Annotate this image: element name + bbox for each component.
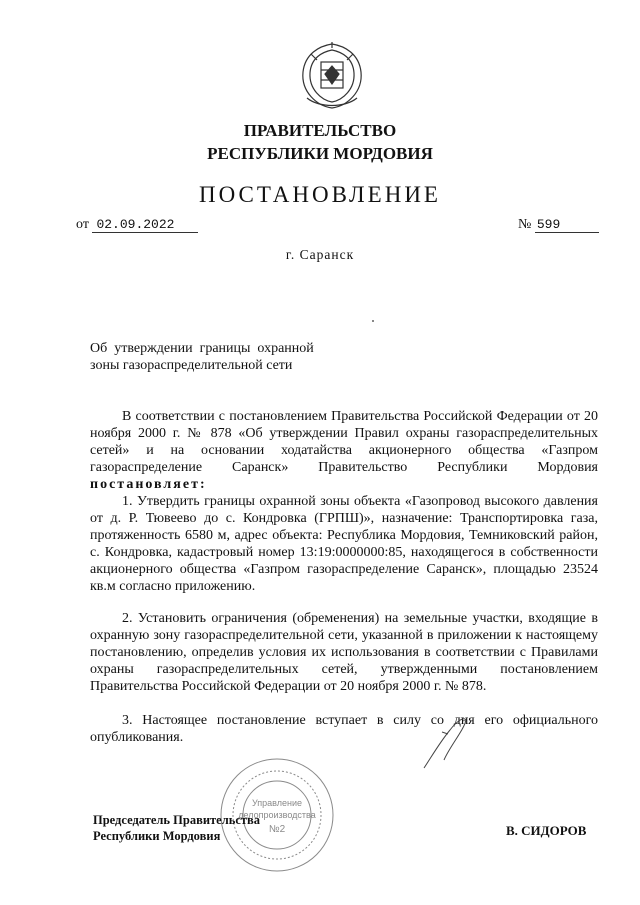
stamp-line2: делопроизводства [238,810,316,820]
item-3-paragraph: 3. Настоящее постановление вступает в силу со дня его официального опубликования. [90,713,598,745]
document-number [518,217,599,233]
decree-word: постановляет: [90,477,207,492]
stamp-line3: №2 [268,824,286,835]
preamble-text: В соответствии с постановлением Правительства Российской Федерации от 20 ноября 2000 г. № 878 «Об утверждении Правил охраны газораспределительных сетей» и на основании ходатайства акционерного общества «Газпром газораспределение Саранск» Правительство Республики Мордовия [90,409,598,475]
number-value: 599 [535,217,599,233]
document-date [76,217,198,233]
number-prefix: № [518,217,532,232]
scan-speck [372,320,374,322]
coat-of-arms-emblem [297,40,367,112]
preamble-paragraph [90,408,598,493]
date-value: 02.09.2022 [92,217,198,233]
item-1-paragraph: 1. Утвердить границы охранной зоны объекта «Газопровод высокого давления от д. Р. Тювеево до с. Кондровка (ГРПШ)», назначение: Транспортировка газа, протяженность 6580 м, адрес объекта: Республика Мордовия, Темниковский район, с. Кондровка, кадастровый номер 13:19:0000000:85, находящегося в собственности акционерного общества «Газпром газораспределение Саранск», площадью 23524 кв.м согласно приложению. [90,494,598,594]
signatory-title-line2: Республики Мордовия [93,829,221,843]
signatory-title [93,812,260,844]
subject-line2: зоны газораспределительной сети [90,358,293,373]
city-name: г. Саранск [285,247,355,262]
government-title-line1: ПРАВИТЕЛЬСТВО [243,121,397,140]
government-title-line2: РЕСПУБЛИКИ МОРДОВИЯ [207,144,433,163]
document-type-title: ПОСТАНОВЛЕНИЕ [199,182,441,207]
item-2-paragraph: 2. Установить ограничения (обременения) на земельные участки, входящие в охранную зону газораспределительной сети, указанной в приложении к настоящему постановлению, определив условия их использования в соответствии с Правилами охраны газораспределительных сетей, утвержденными постановлением Правительства Российской Федерации от 20 ноября 2000 г. № 878. [90,611,598,694]
subject-line1: Об утверждении границы охранной [90,341,314,356]
document-subject [90,340,370,374]
date-prefix: от [76,217,89,232]
signature-mark [420,712,470,772]
signatory-name: В. СИДОРОВ [506,823,587,838]
stamp-line1: Управление [251,798,303,808]
signatory-title-line1: Председатель Правительства [93,813,261,827]
